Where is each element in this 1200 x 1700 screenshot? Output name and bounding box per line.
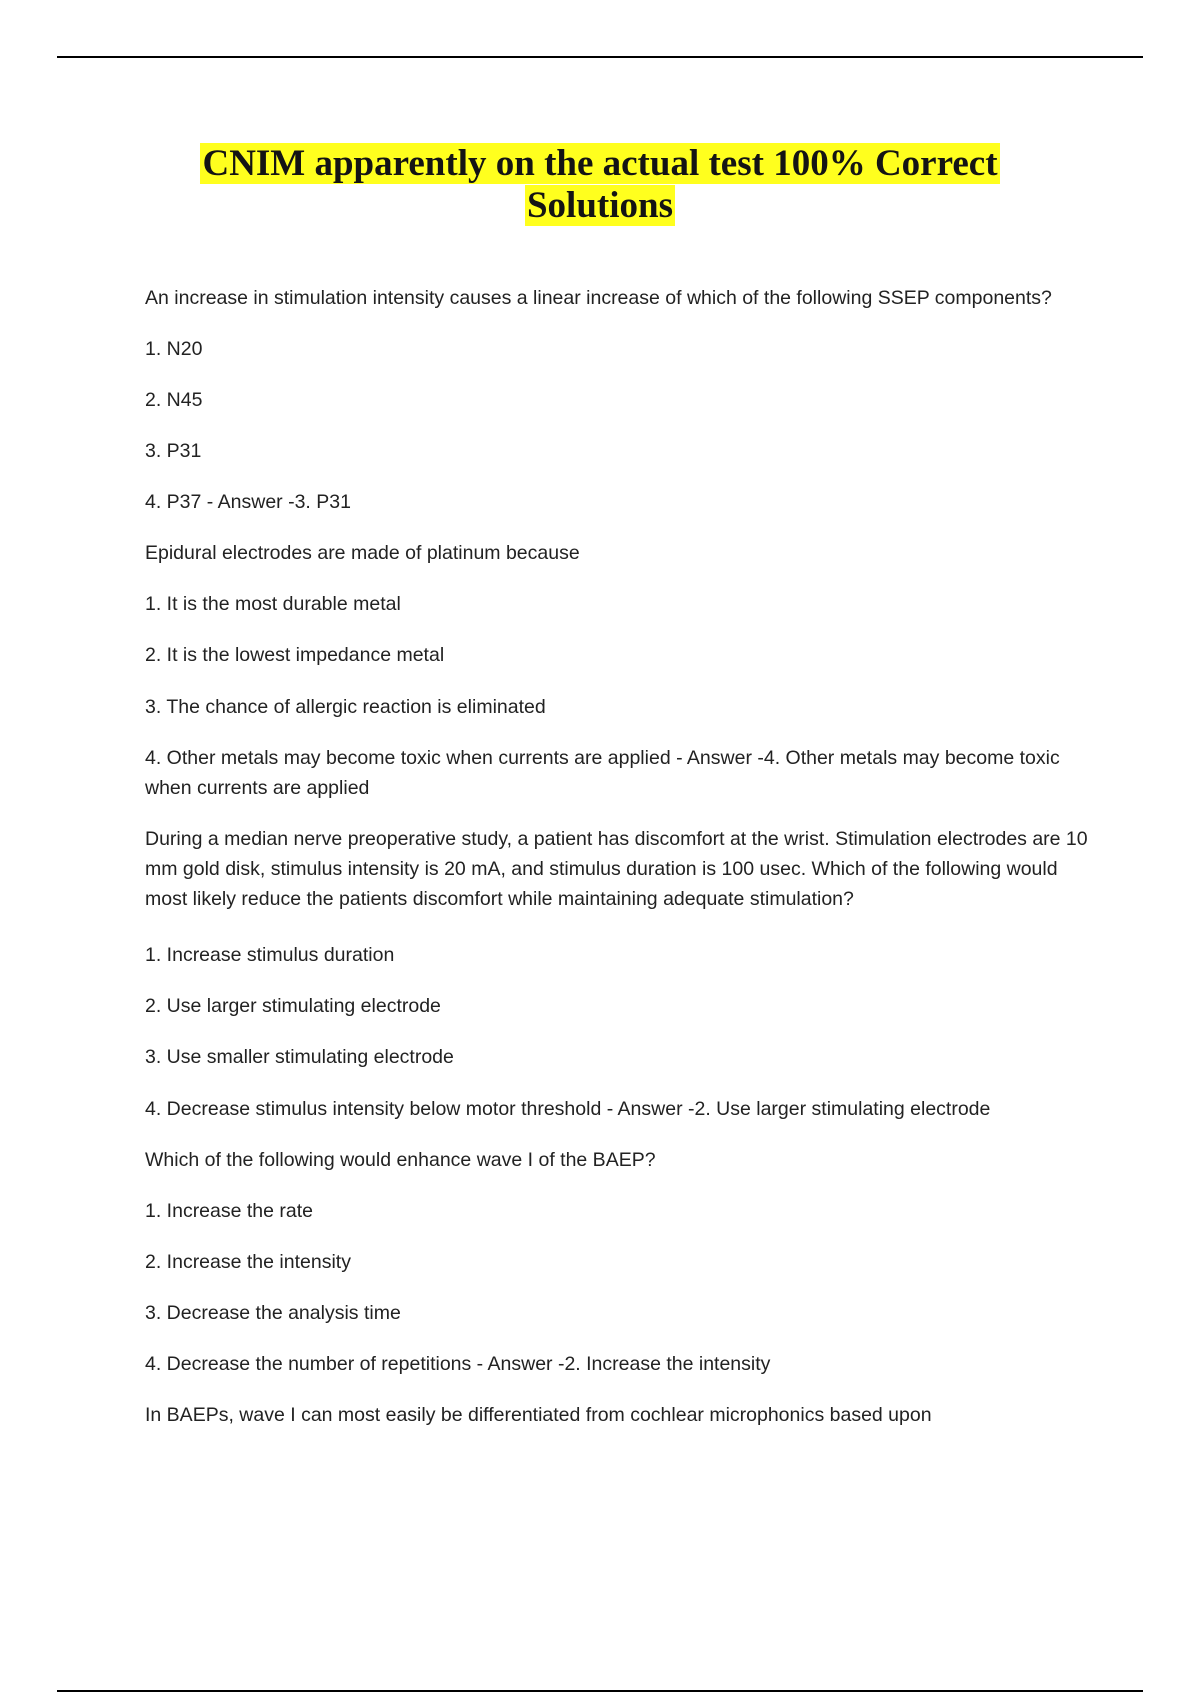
question-text: An increase in stimulation intensity causes a linear increase of which of the following SSEP components? (145, 287, 1052, 309)
answer-option: 1. Increase the rate (145, 1200, 314, 1222)
title-line-1: CNIM apparently on the actual test 100% Correct (202, 143, 998, 184)
answer-option-with-answer: 4. Other metals may become toxic when currents are applied - Answer -4. Other metals may become toxic when currents are applied (145, 747, 1060, 799)
answer-option: 3. Decrease the analysis time (145, 1302, 401, 1324)
answer-option: 2. Increase the intensity (145, 1251, 351, 1273)
answer-option-with-answer: 4. Decrease stimulus intensity below motor threshold - Answer -2. Use larger stimulating electrode (145, 1098, 991, 1120)
answer-option: 2. It is the lowest impedance metal (145, 644, 445, 666)
answer-option-with-answer: 4. Decrease the number of repetitions - Answer -2. Increase the intensity (145, 1353, 771, 1375)
answer-option: 3. P31 (145, 440, 202, 462)
answer-option: 1. It is the most durable metal (145, 593, 401, 615)
answer-option: 3. Use smaller stimulating electrode (145, 1046, 454, 1068)
question-text: In BAEPs, wave I can most easily be differentiated from cochlear microphonics based upon (145, 1404, 932, 1426)
answer-option: 2. Use larger stimulating electrode (145, 995, 441, 1017)
answer-option: 1. Increase stimulus duration (145, 944, 395, 966)
title-line-2: Solutions (526, 185, 673, 226)
answer-option-with-answer: 4. P37 - Answer -3. P31 (145, 491, 351, 513)
question-text: During a median nerve preoperative study, a patient has discomfort at the wrist. Stimulation electrodes are 10 mm gold disk, stimulus intensity is 20 mA, and stimulus duration is 100 usec. Which of the following would most likely reduce the patients discomfort while maintaining adequate stimulation? (145, 828, 1088, 910)
question-text: Which of the following would enhance wave I of the BAEP? (145, 1149, 656, 1171)
answer-option: 2. N45 (145, 389, 203, 411)
header-rule (57, 56, 1143, 58)
question-text: Epidural electrodes are made of platinum because (145, 542, 580, 564)
answer-option: 3. The chance of allergic reaction is eliminated (145, 696, 546, 718)
answer-option: 1. N20 (145, 338, 203, 360)
page-title (0, 143, 1200, 227)
footer-rule (57, 1690, 1143, 1692)
